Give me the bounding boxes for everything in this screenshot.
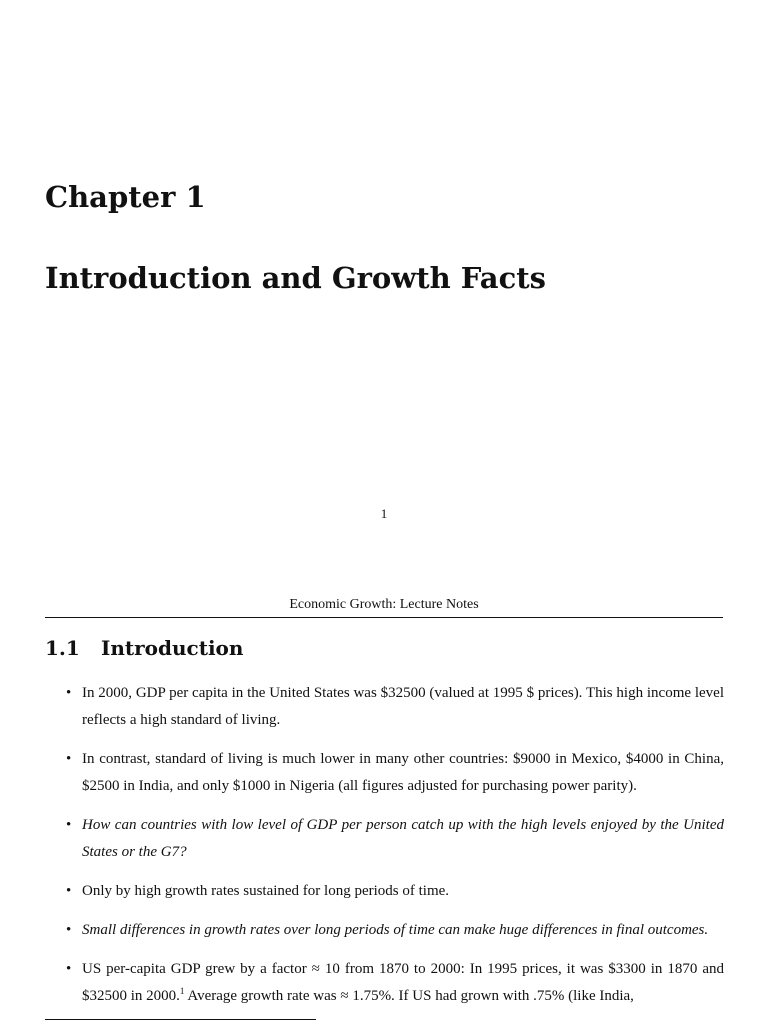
list-item	[66, 917, 724, 944]
footnote-mark[interactable]: 1	[179, 986, 185, 996]
list-item	[66, 746, 724, 800]
list-item	[66, 680, 724, 734]
bullet-text: In contrast, standard of living is much lower in many other countries: $9000 in Mexico, $4000 in China, $2500 in India, and only $1000 in Nigeria (all figures adjusted for purchasing power parity).	[82, 751, 724, 794]
running-header: Economic Growth: Lecture Notes	[289, 597, 479, 612]
bullet-text-part: US per-capita GDP grew by a factor ≈ 10 from 1870 to 2000: In 1995 prices, it was $3300 in 1870 and $32500 in 2000.	[82, 961, 724, 1004]
section-number: 1.1	[45, 636, 80, 660]
list-item	[66, 812, 724, 866]
list-item	[66, 878, 724, 905]
list-item	[66, 956, 724, 1010]
bullet-text-part: Average growth rate was ≈ 1.75%. If US had grown with .75% (like India,	[184, 988, 634, 1004]
bullet-text: How can countries with low level of GDP per person catch up with the high levels enjoyed by the United States or the G7?	[82, 817, 724, 860]
bullet-text	[82, 961, 724, 1004]
bullet-text: Small differences in growth rates over long periods of time can make huge differences in final outcomes.	[82, 922, 709, 938]
bullet-list	[66, 680, 724, 1022]
chapter-title: Introduction and Growth Facts	[45, 261, 546, 295]
bullet-icon: •	[66, 751, 72, 767]
section-title: Introduction	[101, 636, 244, 660]
bullet-icon: •	[66, 883, 72, 899]
bullet-icon: •	[66, 922, 72, 938]
header-rule	[45, 617, 723, 618]
bullet-icon: •	[66, 961, 72, 977]
chapter-label: Chapter 1	[45, 180, 206, 214]
section-heading	[45, 636, 243, 660]
page-number: 1	[380, 506, 388, 521]
bullet-icon: •	[66, 685, 72, 701]
bullet-icon: •	[66, 817, 72, 833]
footnote-rule	[45, 1019, 316, 1020]
bullet-text: In 2000, GDP per capita in the United States was $32500 (valued at 1995 $ prices). This high income level reflects a high standard of living.	[82, 685, 724, 728]
bullet-text: Only by high growth rates sustained for long periods of time.	[82, 883, 450, 899]
